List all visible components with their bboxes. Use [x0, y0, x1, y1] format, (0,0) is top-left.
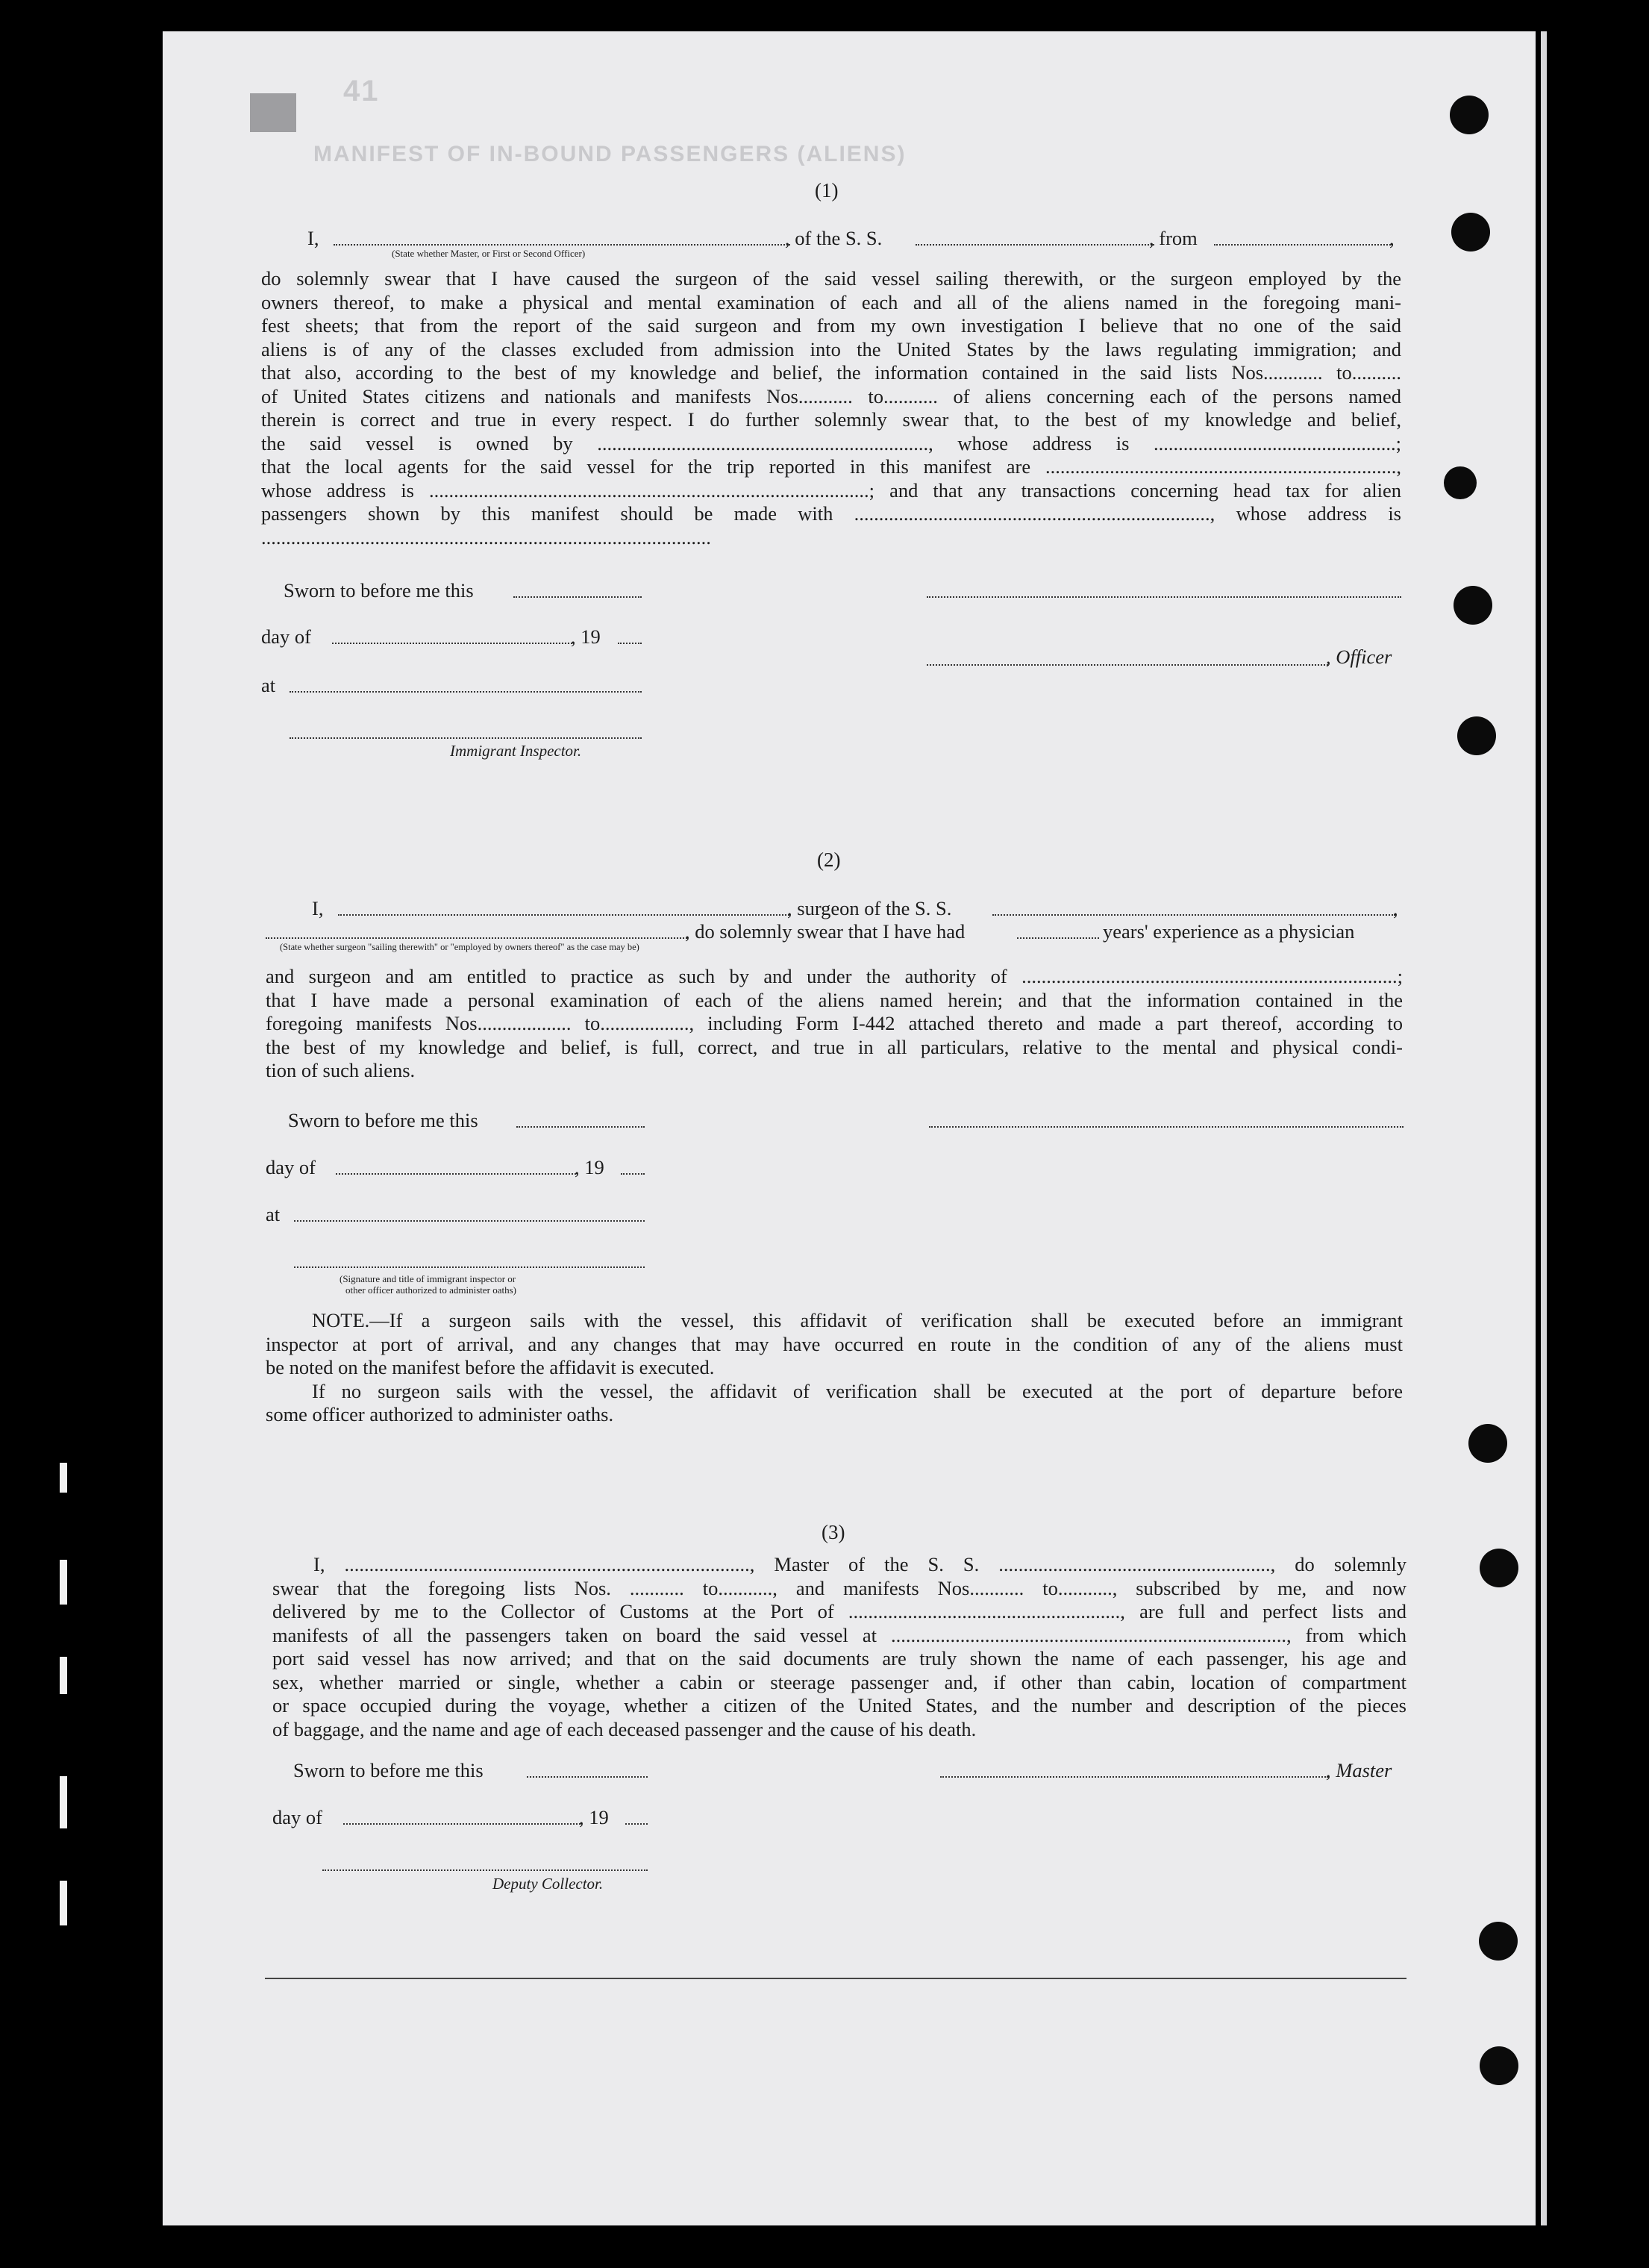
- s2-swear-label: , do solemnly swear that I have had: [685, 920, 966, 943]
- s2-surgeon-signature-field[interactable]: [929, 1126, 1404, 1128]
- s2-surgeon-name-field[interactable]: [338, 914, 789, 916]
- s1-para-line: therein is correct and true in every respect. I do further solemnly swear that, to the best of my knowledge and belief,: [261, 408, 1401, 431]
- s2-para-line: and surgeon and am entitled to practice as such by and under the authority of ............................................................................;: [266, 965, 1403, 987]
- s1-line1-end: ,: [1389, 227, 1395, 249]
- s1-sworn-field[interactable]: [513, 596, 642, 598]
- s1-para-line: that the local agents for the said vessel for the trip reported in this manifest are .......................................................................,: [261, 455, 1401, 478]
- s1-master-note: (State whether Master, or First or Second Officer): [392, 248, 586, 259]
- section-3-number: (3): [822, 1521, 845, 1543]
- s2-line1-end: ,: [1393, 897, 1398, 919]
- s1-i-label: I,: [307, 227, 319, 249]
- s1-officer-label: , Officer: [1326, 646, 1392, 668]
- s1-para-line: whose address is .........................................................................................; and that any transactions concerning head tax for alien: [261, 478, 1401, 502]
- s1-para-line: that also, according to the best of my knowledge and belief, the information contained in the said lists Nos............ to..........: [261, 361, 1401, 384]
- s1-day-label: day of: [261, 625, 311, 648]
- s1-para-line: ...........................................................................................: [261, 525, 711, 549]
- s2-at-label: at: [266, 1203, 281, 1225]
- s1-inspector-label: Immigrant Inspector.: [450, 742, 582, 760]
- s2-para-line: tion of such aliens.: [266, 1059, 416, 1081]
- film-mark: [60, 1776, 67, 1828]
- s1-at-label: at: [261, 674, 276, 696]
- s3-sworn-label: Sworn to before me this: [293, 1759, 484, 1781]
- s1-para-line: do solemnly swear that I have caused the surgeon of the said vessel sailing therewith, or the surgeon employed by the: [261, 267, 1401, 290]
- s2-para-line: foregoing manifests Nos................... to.................., including Form I-442 attached thereto and made a part thereof, according to: [266, 1012, 1403, 1034]
- s2-ship-field[interactable]: [992, 914, 1395, 916]
- s2-years-field[interactable]: [1017, 937, 1099, 939]
- film-mark: [60, 1881, 67, 1925]
- s2-surgeon-label: , surgeon of the S. S.: [787, 897, 952, 919]
- s3-deputy-signature-field[interactable]: [322, 1869, 648, 1871]
- s3-para-line: port said vessel has now arrived; and that on the said documents are truly shown the name of each passenger, his age and: [272, 1647, 1406, 1669]
- section-1-number: (1): [815, 179, 839, 202]
- punch-hole: [1479, 1922, 1518, 1961]
- s1-ship-field[interactable]: [916, 244, 1154, 246]
- s2-para-line: that I have made a personal examination of each of the aliens named herein; and that the information contained in the: [266, 988, 1403, 1011]
- s2-note-line: inspector at port of arrival, and any changes that may have occurred en route in the condition of any of the aliens must: [266, 1332, 1403, 1355]
- s3-para-line: I, .................................................................................., Master of the S. S. ......................................................., do solemnly: [313, 1553, 1406, 1575]
- s2-surgeon-type-field[interactable]: [266, 937, 687, 939]
- s1-of-ss-label: , of the S. S.: [785, 227, 883, 249]
- bleed-through-title: MANIFEST OF IN-BOUND PASSENGERS (ALIENS): [313, 142, 907, 166]
- s3-para-line: or space occupied during the voyage, whether a citizen of the United States, and the number and description of the pieces: [272, 1694, 1406, 1716]
- s3-para-line: of baggage, and the name and age of each deceased passenger and the cause of his death.: [272, 1717, 977, 1740]
- s2-signature-note-2: other officer authorized to administer oaths): [345, 1284, 516, 1296]
- s3-master-label: , Master: [1326, 1759, 1392, 1781]
- s2-note-line: If no surgeon sails with the vessel, the affidavit of verification shall be executed at the port of departure before: [312, 1379, 1403, 1402]
- bottom-rule: [265, 1978, 1406, 1979]
- s1-officer-field[interactable]: [927, 664, 1328, 666]
- s1-para-line: fest sheets; that from the report of the said surgeon and from my own investigation I believe that no one of the said: [261, 314, 1401, 337]
- s1-at-field[interactable]: [290, 691, 642, 693]
- s2-surgeon-note: (State whether surgeon "sailing therewith" or "employed by owners thereof" as the case may be): [280, 942, 639, 952]
- s1-para-line: owners thereof, to make a physical and mental examination of each and all of the aliens named in the foregoing mani-: [261, 290, 1401, 313]
- s2-inspector-signature-field[interactable]: [294, 1266, 645, 1268]
- s3-day-label: day of: [272, 1806, 322, 1828]
- s2-year-field[interactable]: [621, 1173, 645, 1175]
- punch-hole: [1450, 96, 1489, 134]
- s3-master-signature-field[interactable]: [940, 1776, 1328, 1778]
- s2-day-label: day of: [266, 1156, 316, 1178]
- s1-para-line: passengers shown by this manifest should be made with ........................................................................, whose address is: [261, 502, 1401, 525]
- s1-year-label: , 19: [571, 625, 601, 648]
- bleed-through-page-number: 41: [343, 75, 380, 107]
- s3-para-line: sex, whether married or single, whether a cabin or steerage passenger and, if other than cabin, location of compartment: [272, 1670, 1406, 1693]
- s2-note-line: NOTE.—If a surgeon sails with the vessel, this affidavit of verification shall be executed before an immigrant: [312, 1309, 1403, 1331]
- s3-para-line: manifests of all the passengers taken on board the said vessel at ................................................................................, from which: [272, 1623, 1406, 1646]
- page-edge: [1541, 31, 1547, 2225]
- s1-para-line: aliens is of any of the classes excluded from admission into the United States by the laws regulating immigration; and: [261, 337, 1401, 360]
- s2-para-line: the best of my knowledge and belief, is full, correct, and true in all particulars, relative to the mental and physical condi-: [266, 1035, 1403, 1058]
- stamp-mark: [250, 93, 296, 132]
- section-2-number: (2): [817, 849, 841, 871]
- film-mark: [60, 1463, 67, 1493]
- s2-signature-note-1: (Signature and title of immigrant inspector or: [340, 1273, 516, 1284]
- s3-year-label: , 19: [579, 1806, 609, 1828]
- s2-year-label: , 19: [575, 1156, 604, 1178]
- s2-note-line: some officer authorized to administer oaths.: [266, 1403, 614, 1425]
- s1-officer-signature-field[interactable]: [927, 596, 1401, 598]
- punch-hole: [1457, 716, 1496, 755]
- s2-at-field[interactable]: [294, 1220, 645, 1222]
- film-mark: [60, 1560, 67, 1605]
- s3-para-line: delivered by me to the Collector of Customs at the Port of ......................................................., are full and perfect lists and: [272, 1600, 1406, 1622]
- s3-day-field[interactable]: [343, 1823, 581, 1825]
- punch-hole: [1480, 2046, 1518, 2085]
- punch-hole: [1454, 586, 1492, 625]
- s2-sworn-label: Sworn to before me this: [288, 1109, 478, 1131]
- film-mark: [60, 1657, 67, 1694]
- punch-hole: [1451, 213, 1490, 252]
- s1-inspector-signature-field[interactable]: [290, 737, 642, 739]
- s1-from-label: , from: [1149, 227, 1198, 249]
- s1-para-line: the said vessel is owned by ..................................................................., whose address is .................................................;: [261, 431, 1401, 454]
- s2-note-line: be noted on the manifest before the affidavit is executed.: [266, 1356, 715, 1378]
- punch-hole: [1468, 1424, 1507, 1463]
- punch-hole: [1480, 1549, 1518, 1587]
- s2-years-label: years' experience as a physician: [1103, 920, 1355, 943]
- s1-master-field[interactable]: [334, 244, 790, 246]
- s2-i-label: I,: [312, 897, 324, 919]
- s3-year-field[interactable]: [625, 1823, 648, 1825]
- s3-sworn-field[interactable]: [527, 1776, 648, 1778]
- s1-from-field[interactable]: [1214, 244, 1393, 246]
- s3-deputy-label: Deputy Collector.: [492, 1875, 604, 1893]
- s1-year-field[interactable]: [618, 643, 642, 644]
- s1-sworn-label: Sworn to before me this: [284, 579, 474, 602]
- s1-day-field[interactable]: [332, 643, 572, 644]
- s1-para-line: of United States citizens and nationals and manifests Nos........... to........... of aliens concerning each of the persons named: [261, 384, 1401, 407]
- s2-day-field[interactable]: [336, 1173, 576, 1175]
- s3-para-line: swear that the foregoing lists Nos. ........... to..........., and manifests Nos........... to..........., subscribed by me, and now: [272, 1576, 1406, 1599]
- s2-sworn-field[interactable]: [516, 1126, 645, 1128]
- punch-hole: [1444, 466, 1477, 499]
